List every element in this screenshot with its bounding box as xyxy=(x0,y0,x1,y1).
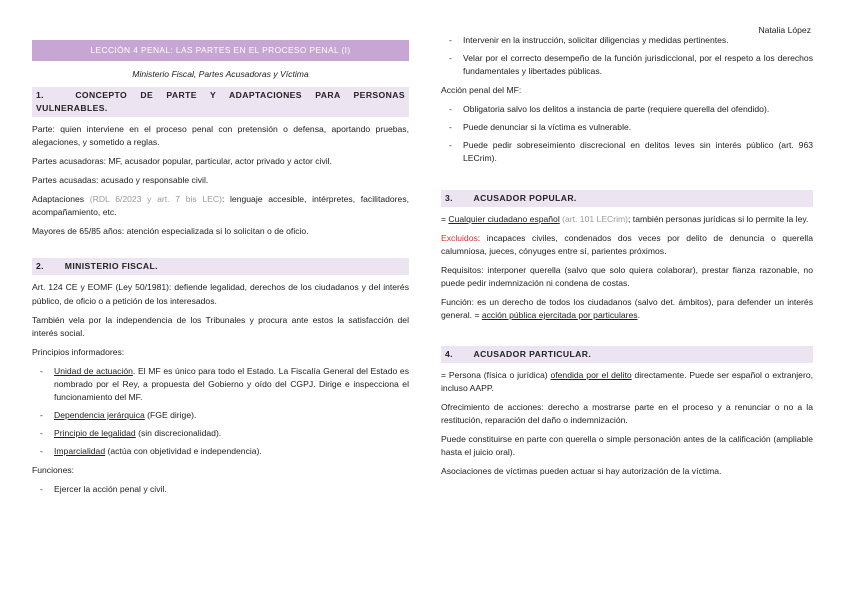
section-1-number: 1. xyxy=(36,89,44,100)
accion-penal-list xyxy=(441,103,813,165)
list-item xyxy=(32,427,409,440)
principio-imparcialidad-text: (actúa con objetividad e independencia). xyxy=(105,446,262,457)
principios-label: Principios informadores: xyxy=(32,346,125,357)
funcion-suffix: . xyxy=(637,309,640,320)
section-1-heading xyxy=(32,87,409,117)
partes-acusadoras: Partes acusadoras: MF, acusador popular, particular, actor privado y actor civil. xyxy=(32,156,332,167)
asociaciones-victimas: Asociaciones de víctimas pueden actuar si hay autorización de la víctima. xyxy=(441,466,722,477)
partes-acusadas: Partes acusadas: acusado y responsable civil. xyxy=(32,175,209,186)
principio-unidad-text: . El MF es único para todo el Estado. La Fiscalía General del Estado es nombrado por el Rey, a propuesta del Gobierno y oído del CGPJ. Dirige e inspecciona el funcionamiento del MF. xyxy=(54,365,410,402)
constitucion-parte: Puede constituirse en parte con querella o simple personación antes de la calificación (ampliable hasta el juicio oral). xyxy=(441,434,813,458)
section-1-title: CONCEPTO DE PARTE Y ADAPTACIONES PARA PERSONAS VULNERABLES. xyxy=(36,89,405,113)
section-3-number: 3. xyxy=(445,192,453,203)
principio-dependencia-text: (FGE dirige). xyxy=(144,409,197,420)
list-item: - Obligatoria salvo los delitos a instancia de parte (requiere querella del ofendido). xyxy=(441,103,813,116)
list-item xyxy=(32,365,409,404)
funcion-underlined: acción pública ejercitada por particulares xyxy=(481,309,638,320)
adaptaciones-ref: (RDL 6/2023 y art. 7 bis LEC) xyxy=(89,194,222,205)
section-4-title: ACUSADOR PARTICULAR. xyxy=(473,349,592,359)
principio-legalidad-text: (sin discrecionalidad). xyxy=(135,428,222,439)
document-subtitle: Ministerio Fiscal, Partes Acusadoras y Víctima xyxy=(132,68,309,79)
particular-underlined: ofendida por el delito xyxy=(550,370,632,381)
funciones-label: Funciones: xyxy=(32,465,75,476)
mf-independencia: También vela por la independencia de los Tribunales y procura ante estos la satisfacción del interés social. xyxy=(32,314,409,338)
list-item: - Intervenir en la instrucción, solicitar diligencias y medidas pertinentes. xyxy=(441,34,813,47)
parte-definition: Parte: quien interviene en el proceso penal con pretensión o defensa, aportando pruebas, alegaciones, y sometido a reglas. xyxy=(32,123,409,148)
adaptaciones-label: Adaptaciones xyxy=(32,194,85,205)
principio-imparcialidad: Imparcialidad xyxy=(54,446,106,457)
section-4-heading xyxy=(441,346,813,363)
mf-art-124: Art. 124 CE y EOMF (Ley 50/1981): defiende legalidad, derechos de los ciudadanos y del interés público, de oficio o a petición de los interesados. xyxy=(32,282,409,306)
principio-dependencia: Dependencia jerárquica xyxy=(54,409,145,420)
list-item xyxy=(32,409,409,422)
requisitos: Requisitos: interponer querella (salvo que solo quiera colaborar), prestar fianza razonable, no puede pedir indemnización ni condena de costas. xyxy=(441,264,813,288)
list-item: - Puede denunciar si la víctima es vulnerable. xyxy=(441,121,813,134)
section-2-heading xyxy=(32,258,409,275)
section-4-number: 4. xyxy=(445,349,453,359)
acusador-particular-def xyxy=(441,369,813,395)
excluidos-label: Excluidos xyxy=(441,232,478,243)
list-item: - Puede pedir sobreseimiento discrecional en delitos leves sin interés público (art. 963 LECrim). xyxy=(441,139,813,165)
right-column xyxy=(441,34,813,485)
funcion-prefix: Función: es un derecho de todos los ciudadanos (salvo det. ámbitos), para defender un interés general. = xyxy=(441,296,813,320)
popular-underlined: Cualquier ciudadano español xyxy=(448,213,560,224)
principio-unidad: Unidad de actuación xyxy=(54,365,133,376)
funciones-list-left xyxy=(32,483,409,496)
section-3-title: ACUSADOR POPULAR. xyxy=(473,192,577,203)
excluidos xyxy=(441,232,813,258)
particular-prefix: = Persona (física o jurídica) xyxy=(441,370,551,381)
popular-ref: (art. 101 LECrim) xyxy=(559,213,629,224)
list-item: - Velar por el correcto desempeño de la función jurisdiccional, por el respeto a los derechos fundamentales y libertades públicas. xyxy=(441,52,813,78)
particular-suffix: directamente. Puede ser español o extranjero, incluso AAPP. xyxy=(441,370,813,394)
funcion-popular xyxy=(441,296,813,322)
left-column xyxy=(32,40,409,502)
funciones-list-right xyxy=(441,34,813,78)
ofrecimiento-acciones: Ofrecimiento de acciones: derecho a mostrarse parte en el proceso y a renunciar o no a la restitución, reparación del daño o indemnización. xyxy=(441,402,813,426)
author-name: Natalia López xyxy=(758,25,811,35)
section-2-number: 2. xyxy=(36,261,44,272)
excluidos-text: : incapaces civiles, condenados dos veces por delito de denuncia o querella calumniosa, jueces, cónyuges entre sí, parientes próximos. xyxy=(441,232,813,256)
adaptaciones xyxy=(32,193,409,219)
principios-list xyxy=(32,365,409,458)
popular-suffix: ; también personas jurídicas si lo permite la ley. xyxy=(628,213,809,224)
adaptaciones-text: : lenguaje accesible, intérpretes, facilitadores, acompañamiento, etc. xyxy=(32,194,410,218)
principio-legalidad: Principio de legalidad xyxy=(54,428,136,439)
section-2-title: MINISTERIO FISCAL. xyxy=(64,261,158,272)
document-title: LECCIÓN 4 PENAL: LAS PARTES EN EL PROCESO PENAL (I) xyxy=(32,40,409,61)
mayores-text: Mayores de 65/85 años: atención especializada si lo solicitan o de oficio. xyxy=(32,226,309,237)
list-item: - Ejercer la acción penal y civil. xyxy=(32,483,409,496)
list-item xyxy=(32,445,409,458)
accion-penal-label: Acción penal del MF: xyxy=(441,85,522,96)
acusador-popular-def xyxy=(441,213,813,226)
popular-prefix: = xyxy=(441,213,449,224)
section-3-heading xyxy=(441,190,813,207)
